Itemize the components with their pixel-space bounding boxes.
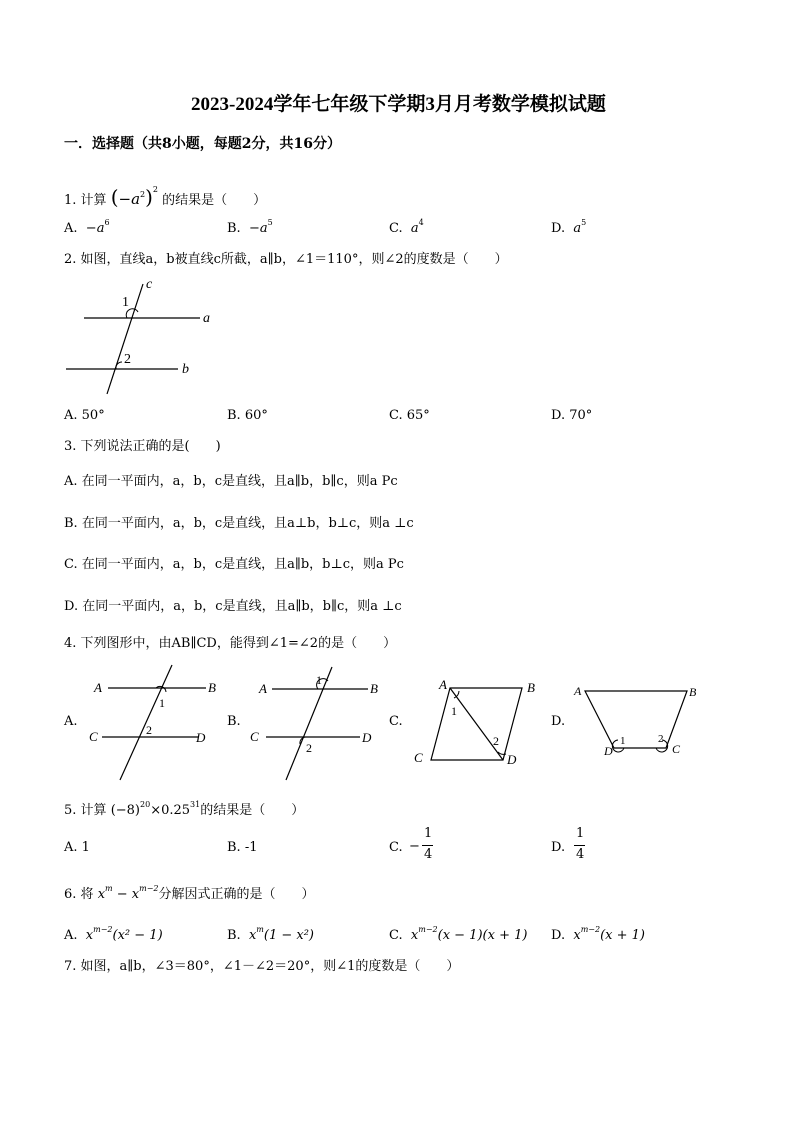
svg-text:2: 2	[306, 741, 312, 755]
q5-option-b: B. -1	[227, 840, 258, 855]
question-7: 7. 如图，a∥b，∠3＝80°，∠1－∠2＝20°，则∠1的度数是（ ）	[64, 959, 460, 974]
q3-option-a: A. 在同一平面内，a，b，c是直线，且a∥b，b∥c，则a Pc	[64, 474, 398, 489]
q4-option-d-label: D.	[551, 714, 566, 729]
svg-text:A: A	[439, 677, 447, 692]
q3-option-b: B. 在同一平面内，a，b，c是直线，且a⊥b，b⊥c，则a ⊥c	[64, 516, 414, 531]
q1-option-d: D. $a^5$	[551, 218, 587, 236]
q6-option-d: D. $x^{m-2}(x + 1)$	[551, 925, 645, 943]
svg-text:2: 2	[658, 733, 664, 745]
svg-text:1: 1	[316, 673, 322, 687]
q3-option-c: C. 在同一平面内，a，b，c是直线，且a∥b，b⊥c，则a Pc	[64, 557, 404, 572]
q5-option-a: A. 1	[64, 840, 90, 855]
q6-option-a: A. $x^{m-2}(x^2 - 1)$	[64, 925, 163, 943]
svg-text:1: 1	[620, 735, 626, 747]
q2-figure	[60, 276, 230, 401]
q2-label-a: a	[203, 311, 210, 326]
svg-text:D: D	[507, 752, 517, 767]
question-2: 2. 如图，直线a，b被直线c所截，a∥b，∠1＝110°，则∠2的度数是（ ）	[64, 252, 508, 267]
q6-option-c: C. $x^{m-2}(x - 1)(x + 1)$	[389, 925, 528, 943]
svg-text:1: 1	[451, 704, 457, 718]
q1-expression: $(-a^2)^2$	[110, 185, 159, 209]
q2-angle-1: 1	[122, 295, 129, 310]
svg-text:D: D	[362, 730, 372, 745]
q1-prefix: 1. 计算	[64, 193, 107, 208]
q6-option-b: B. $x^m(1 - x^2)$	[227, 925, 315, 943]
svg-text:C: C	[89, 729, 98, 744]
q2-option-c: C. 65°	[389, 408, 430, 423]
q2-option-d: D. 70°	[551, 408, 593, 423]
svg-text:C: C	[250, 729, 259, 744]
svg-text:1: 1	[159, 696, 165, 710]
q1-option-b: B. $-a^5$	[227, 218, 273, 236]
q4-figure-a	[86, 662, 226, 784]
q4-option-b-label: B.	[227, 714, 241, 729]
question-4: 4. 下列图形中，由AB∥CD，能得到∠1=∠2的是（ ）	[64, 636, 397, 651]
q3-option-d: D. 在同一平面内，a，b，c是直线，且a∥b，b∥c，则a ⊥c	[64, 599, 402, 614]
svg-text:D: D	[196, 730, 206, 745]
svg-text:C: C	[414, 750, 423, 765]
section-heading: 一．选择题（共8小题，每题2分，共16分）	[64, 136, 341, 152]
q2-angle-2: 2	[124, 352, 131, 367]
q2-option-a: A. 50°	[64, 408, 105, 423]
q5-fraction-c: − 1 4	[409, 826, 433, 862]
q2-option-b: B. 60°	[227, 408, 268, 423]
q4-option-a-label: A.	[64, 714, 78, 729]
question-3: 3. 下列说法正确的是( )	[64, 439, 221, 454]
q1-option-a: A. $-a^6$	[64, 218, 110, 236]
q4-figure-c	[410, 674, 545, 774]
q4-option-c-label: C.	[389, 714, 403, 729]
q2-label-c: c	[146, 277, 153, 292]
question-6: 6. 将 $x^m - x^{m-2}$分解因式正确的是（ ）	[64, 884, 315, 902]
q1-suffix: 的结果是（ ）	[162, 193, 267, 208]
page-title: 2023-2024学年七年级下学期3月月考数学模拟试题	[191, 94, 606, 115]
svg-text:B: B	[370, 681, 378, 696]
svg-text:B: B	[527, 680, 535, 695]
q5-option-d: D.	[551, 840, 566, 855]
q2-label-b: b	[182, 362, 189, 377]
q4-figure-d	[572, 680, 707, 760]
svg-text:B: B	[689, 685, 697, 699]
q1-option-c: C. $a^4$	[389, 218, 424, 236]
svg-text:2: 2	[493, 734, 499, 748]
svg-text:A: A	[574, 684, 582, 698]
svg-text:A: A	[259, 681, 267, 696]
q5-fraction-d: 1 4	[576, 826, 585, 862]
q1-base: −a	[118, 190, 141, 208]
question-5: 5. 计算 $(-8)^{20}\times 0.25^{31}$的结果是（ ）	[64, 800, 305, 818]
q4-figure-b	[250, 662, 390, 784]
svg-text:C: C	[672, 742, 681, 756]
svg-text:D: D	[604, 744, 613, 758]
svg-text:A: A	[94, 680, 102, 695]
question-1	[64, 182, 266, 209]
svg-text:B: B	[208, 680, 216, 695]
q5-option-c: C.	[389, 840, 403, 855]
svg-text:2: 2	[146, 723, 152, 737]
